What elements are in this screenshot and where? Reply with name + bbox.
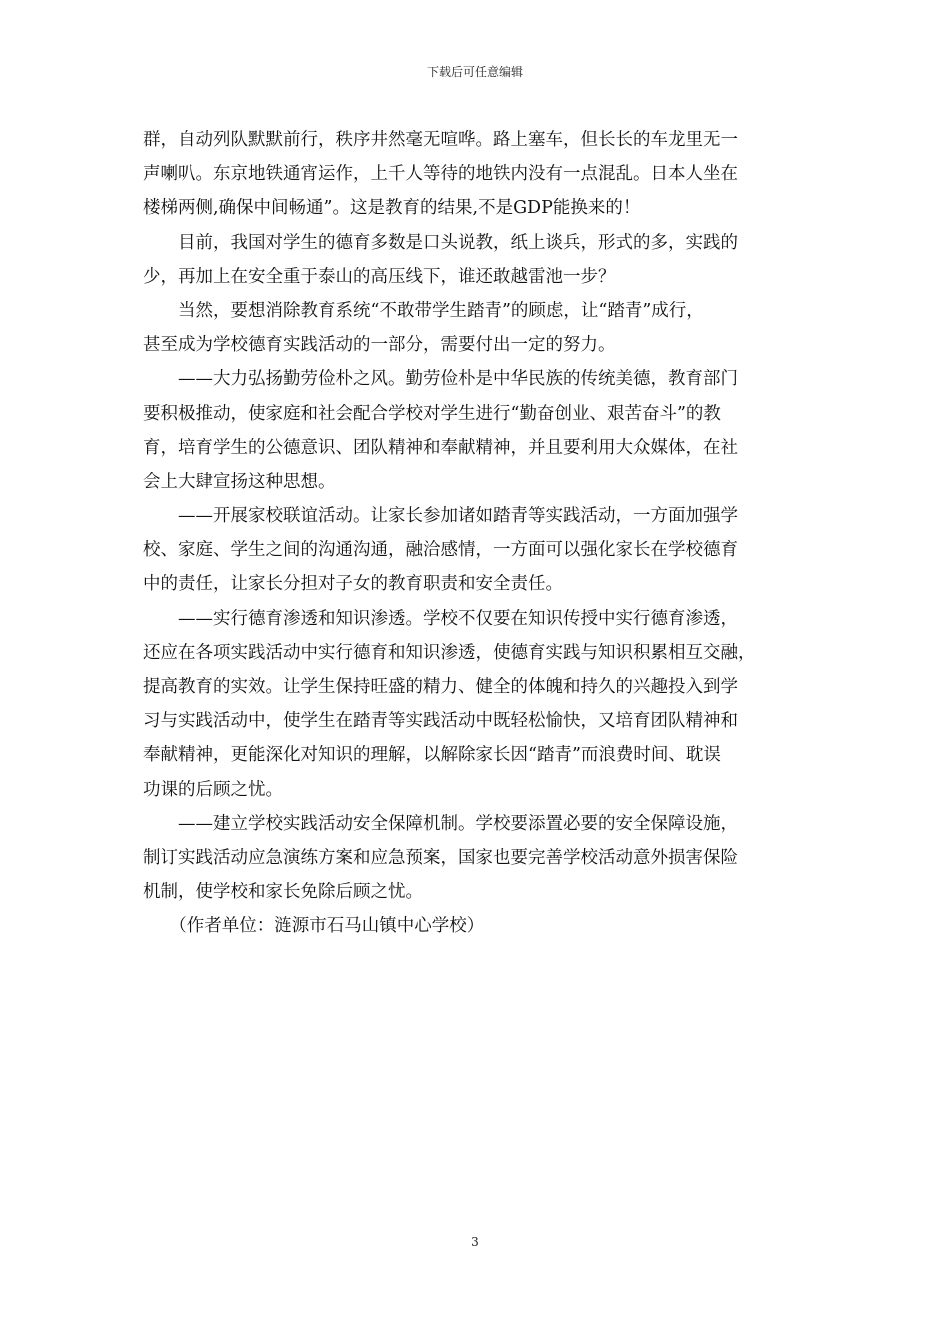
text-line: 校、家庭、学生之间的沟通沟通，融洽感情，一方面可以强化家长在学校德育 (143, 540, 738, 561)
text-line: 还应在各项实践活动中实行德育和知识渗透，使德育实践与知识积累相互交融， (143, 642, 756, 663)
text-line: 甚至成为学校德育实践活动的一部分，需要付出一定的努力。 (143, 335, 616, 356)
text-line: ——建立学校实践活动安全保障机制。学校要添置必要的安全保障设施， (143, 813, 738, 834)
text-line: 会上大肆宣扬这种思想。 (143, 471, 336, 492)
page-header: 下载后可任意编辑 (426, 65, 523, 79)
text-line: 提高教育的实效。让学生保持旺盛的精力、健全的体魄和持久的兴趣投入到学 (143, 677, 738, 697)
paragraph-3 (143, 294, 810, 362)
text-line: 奉献精神，更能深化对知识的理解，以解除家长因“踏青”而浪费时间、耽误 (143, 745, 721, 766)
paragraph-4 (143, 362, 810, 499)
paragraph-1 (143, 123, 810, 226)
text-line: 功课的后顾之忧。 (143, 779, 283, 800)
text-line: 目前，我国对学生的德育多数是口头说教，纸上谈兵，形式的多，实践的 (143, 232, 738, 253)
text-line: 中的责任，让家长分担对子女的教育职责和安全责任。 (143, 574, 563, 595)
text-line: （作者单位：涟源市石马山镇中心学校） (143, 916, 485, 937)
text-line: 群，自动列队默默前行，秩序井然毫无喧哗。路上塞车，但长长的车龙里无一 (143, 130, 738, 150)
text-line: 育，培育学生的公德意识、团队精神和奉献精神，并且要利用大众媒体，在社 (143, 437, 738, 458)
paragraph-2 (143, 226, 810, 294)
text-line: 声喇叭。东京地铁通宵运作，上千人等待的地铁内没有一点混乱。日本人坐在 (143, 164, 738, 185)
text-line: 少，再加上在安全重于泰山的高压线下，谁还敢越雷池一步？ (143, 266, 616, 287)
text-line: 习与实践活动中，使学生在踏青等实践活动中既轻松愉快，又培育团队精神和 (143, 711, 738, 732)
author-affiliation (143, 909, 810, 943)
text-line: ——开展家校联谊活动。让家长参加诸如踏青等实践活动，一方面加强学 (143, 506, 738, 527)
text-line: ——大力弘扬勤劳俭朴之风。勤劳俭朴是中华民族的传统美德，教育部门 (143, 369, 738, 390)
text-line: 当然，要想消除教育系统“不敢带学生踏青”的顾虑，让“踏青”成行， (143, 300, 704, 321)
document-body (143, 123, 810, 944)
text-line: ——实行德育渗透和知识渗透。学校不仅要在知识传授中实行德育渗透， (143, 608, 738, 629)
text-line: 要积极推动，使家庭和社会配合学校对学生进行“勤奋创业、艰苦奋斗”的教 (143, 403, 721, 424)
text-line: 机制，使学校和家长免除后顾之忧。 (143, 882, 423, 903)
paragraph-5 (143, 499, 810, 602)
paragraph-7 (143, 807, 810, 910)
text-line: 楼梯两侧,确保中间畅通”。这是教育的结果,不是GDP能换来的！ (143, 198, 641, 219)
text-line: 制订实践活动应急演练方案和应急预案，国家也要完善学校活动意外损害保险 (143, 847, 738, 868)
paragraph-6 (143, 602, 810, 807)
page-number: 3 (471, 1235, 479, 1249)
